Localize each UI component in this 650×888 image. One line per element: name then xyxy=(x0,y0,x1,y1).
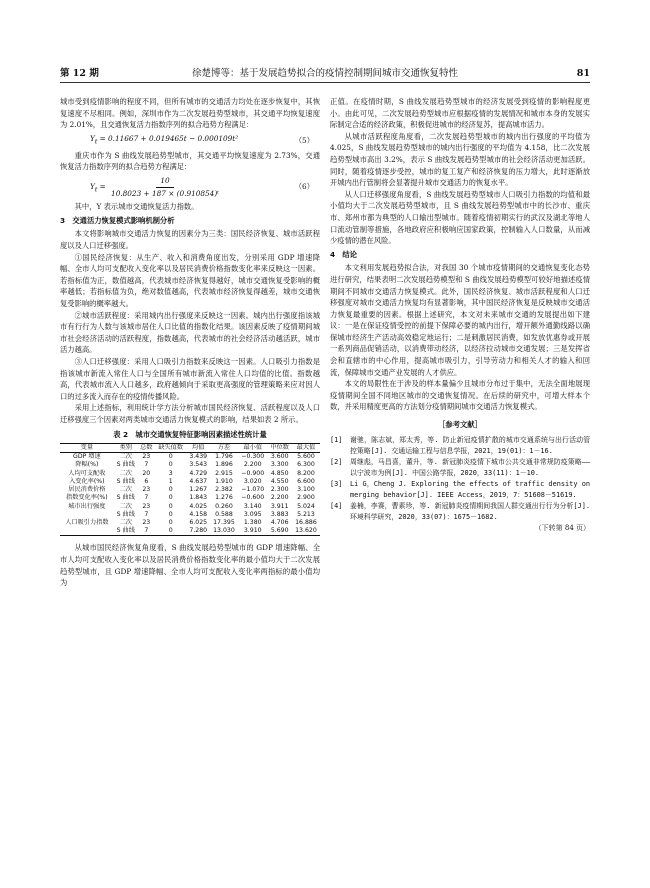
table-header-cell: 均值 xyxy=(192,444,205,452)
table-cell: 3.439 xyxy=(189,453,208,461)
variable-cell: 人均可支配收 xyxy=(68,469,106,477)
table-header-cell: 总数 xyxy=(140,444,153,452)
table-header-row xyxy=(60,444,320,453)
table-cell: 23 xyxy=(142,486,151,494)
variable-cell: 居民消费价格 xyxy=(68,486,106,494)
table-header-cell: 中位数 xyxy=(270,444,289,452)
table-cell: 13.030 xyxy=(213,527,235,535)
table-row xyxy=(60,461,320,469)
table-cell: 4.158 xyxy=(189,510,208,518)
table-cell: 2.915 xyxy=(215,469,233,477)
table-cell: 2.382 xyxy=(215,486,233,494)
table-cell: 0 xyxy=(168,502,173,510)
table-cell: 4.025 xyxy=(189,502,208,510)
left-column xyxy=(60,96,320,589)
table-row xyxy=(60,470,320,478)
running-title: 徐楚博等：基于发展趋势拟合的疫情控制期间城市交通恢复特性 xyxy=(191,68,458,79)
table-cell: 3.911 xyxy=(270,502,289,510)
equation-lhs: Y xyxy=(90,182,95,192)
paragraph: 本文将影响城市交通活力恢复的因素分为三类：国民经济恢复、城市活跃程度以及人口迁移强度。 xyxy=(60,229,320,250)
fraction-denominator: 10.8023 + 187 × (0.910854)ᵗ xyxy=(111,188,219,198)
table-row xyxy=(60,453,320,462)
stats-table xyxy=(60,443,320,536)
table-cell: S 曲线 xyxy=(116,494,135,502)
equation-rhs: = 0.11667 + 0.019465t − 0.000109t² xyxy=(97,133,239,143)
table-cell: 3.543 xyxy=(189,461,208,469)
table-cell: 20 xyxy=(142,469,151,477)
table-cell: S 曲线 xyxy=(116,510,135,518)
paragraph: ①国民经济恢复：从生产、收入和消费角度出发，分别采用 GDP 增速降幅、全市人均可支配收入变化率以及居民消费价格指数变化率来反映这一因素。若指标值为正，数值越高，代表城市经济恢复得越好，城市交通恢复受影响的概率越低；若指标值为负，绝对数值越高，代表城市经济恢复得越差，城市交通恢复受影响的概率越大。 xyxy=(60,252,320,308)
table-cell: 0 xyxy=(168,453,173,461)
variable-cell: GDP 增速 xyxy=(73,453,101,461)
table-cell: 13.620 xyxy=(295,527,317,535)
paragraph: 重庆市作为 S 曲线发展趋势型城市，其交通平均恢复速度为 2.73%，交通恢复活力指数序列的拟合趋势方程满足： xyxy=(60,150,320,172)
table-cell: 2.300 xyxy=(270,486,289,494)
reference-index: [2] xyxy=(330,457,343,466)
table-cell: 二次 xyxy=(119,453,132,461)
table-cell: 0.260 xyxy=(215,502,233,510)
paragraph: 采用上述指标，利用统计学方法分析城市国民经济恢复、活跃程度以及人口迁移强度三个因素对两类城市交通活力恢复模式的影响，结果如表 2 所示。 xyxy=(60,403,320,424)
table-header-cell: 方差 xyxy=(217,444,231,452)
variable-cell: 指数变化率(%) xyxy=(66,494,108,502)
equation-lhs: Y xyxy=(90,133,95,143)
variable-cell: 降幅(%) xyxy=(75,461,99,469)
table-cell: 5.600 xyxy=(297,453,315,461)
reference-text: 周继彪，马昌喜，董升，等. 新冠肺炎疫情下城市公共交通非常规防疫策略——以宁波市为例[J]. 中国公路学报，2020，33(11)：1－10. xyxy=(350,457,590,477)
table-cell: 0 xyxy=(168,510,173,518)
table-row xyxy=(60,478,320,486)
section-heading: 4 结论 xyxy=(330,249,357,259)
table-cell: 二次 xyxy=(119,486,132,494)
table-row xyxy=(60,503,320,511)
table-cell: 4.850 xyxy=(270,469,289,477)
equation-5: $Y_t = 0.11667 + 0.019465t - 0.000109t^2$ （5） xyxy=(90,133,314,146)
continued-note: （下转第 84 页） xyxy=(534,523,590,532)
table-row xyxy=(60,519,320,527)
table-cell: 1.796 xyxy=(215,453,233,461)
reference-text: 姜楠，李赛，曹素珍，等. 新冠肺炎疫情期间我国人群交通出行行为分析[J]. 环境科学研究，2020，33(07)：1675－1682. xyxy=(350,501,590,521)
reference-text: Li G，Cheng J. Exploring the effects of traffic density on merging behavior[J]. IEEE Access，2019，7：51608－51619. xyxy=(350,479,590,499)
table-cell: 3.910 xyxy=(243,527,262,535)
table-cell: 7 xyxy=(144,527,149,535)
table-header-cell: 缺失值数 xyxy=(158,444,184,452)
paragraph: ③人口迁移强度：采用人口吸引力指数来反映这一因素。人口吸引力指数是指该城市新流入常住人口与全国所有城市新流入常住人口均值的比值。指数越高，代表城市流入人口越多，政府越倾向于采取更高强度的管理策略来应对因人口的过多流入而存在的疫情传播风险。 xyxy=(60,356,320,401)
table-header-cell: 类别 xyxy=(119,444,132,452)
reference-item xyxy=(330,501,590,523)
table-cell: 1 xyxy=(168,477,173,485)
table-cell: 二次 xyxy=(119,469,132,477)
table-cell: 5.024 xyxy=(297,502,315,510)
table-cell: 23 xyxy=(142,518,151,526)
table-header-cell: 变量 xyxy=(80,444,94,452)
reference-text: 谢驰，陈志斌，郑太秀，等. 防止新冠疫情扩散的城市交通系统与出行活动管控策略[J]. 交通运输工程与信息学报，2021，19(01)：1－16. xyxy=(350,435,590,455)
table-caption: 表 2 城市交通恢复特征影响因素描述性统计量 xyxy=(113,430,267,440)
table-cell: 0 xyxy=(168,461,173,469)
table-cell: 7 xyxy=(144,461,149,469)
table-cell: 1.843 xyxy=(189,494,208,502)
table-cell: 5.690 xyxy=(270,527,289,535)
variable-cell: 人口吸引力指数 xyxy=(65,518,109,526)
table-cell: S 曲线 xyxy=(116,527,135,535)
table-cell: −0.300 xyxy=(241,453,265,461)
table-cell: 7 xyxy=(144,494,149,502)
running-header xyxy=(60,66,590,83)
table-cell: 6.300 xyxy=(297,461,315,469)
table-cell: S 曲线 xyxy=(116,461,135,469)
table-cell: 1.267 xyxy=(189,486,208,494)
table-cell: 0.588 xyxy=(215,510,233,518)
paragraph: 本文利用发展趋势拟合法，对我国 30 个城市疫情期间的交通恢复变化态势进行研究，结果表明二次发展趋势模型和 S 曲线发展趋势模型可较好地描述疫情期间不同城市交通活力恢复模式。此外，国民经济恢复、城市活跃程度和人口迁移强度对城市交通活力恢复均有显著影响，其中国民经济恢复是反映城市交通活力恢复最重要的因素。根据上述研究，本文对未来城市交通的发展提出如下建议：一是在保证疫情受控的前提下保障必要的城内出行，增开额外通勤线路以确保城市经济生产活动高效稳定地运行；二是刺激居民消费，如发放优惠券或开展一系列商品促销活动，以消费带动经济，以经济拉动城市交通发展；三是发挥省会和直辖市的中心作用，提高城市吸引力，引导劳动力和相关人才的输入和回流，保障城市交通产业发展的人才供应。 xyxy=(330,263,590,377)
table-cell: 3.140 xyxy=(243,502,262,510)
table-cell: 1.910 xyxy=(215,477,233,485)
section-heading: 3 交通活力恢复模式影响机制分析 xyxy=(60,215,175,225)
table-cell: −1.070 xyxy=(241,486,265,494)
table-cell: 7.280 xyxy=(189,527,208,535)
table-cell: 4.637 xyxy=(189,477,208,485)
table-cell: −0.600 xyxy=(241,494,265,502)
table-cell: 4.706 xyxy=(270,518,289,526)
table-header-cell: 最小值 xyxy=(243,444,263,452)
table-cell: 0 xyxy=(168,494,173,502)
equation-number: （5） xyxy=(294,135,314,145)
fraction-numerator: 10 xyxy=(156,175,173,188)
variable-cell xyxy=(60,511,114,519)
reference-item xyxy=(330,435,590,457)
table-cell: 0 xyxy=(168,486,173,494)
table-cell: 0 xyxy=(168,527,173,535)
table-cell: 2.900 xyxy=(297,494,315,502)
table-body xyxy=(60,453,320,536)
table-cell: 2.200 xyxy=(270,494,289,502)
variable-cell xyxy=(60,527,114,536)
page-number: 81 xyxy=(576,68,590,79)
paragraph: 本文的局限性在于涉及的样本量偏少且城市分布过于集中，无法全面地展现疫情期间全国不同地区城市的交通恢复情况。在后续的研究中，可增大样本个数，并采用精度更高的方法划分疫情期间城市交通活力恢复模式。 xyxy=(330,379,590,412)
table-cell: 1.896 xyxy=(215,461,233,469)
table-cell: 6.025 xyxy=(189,518,208,526)
table-cell: 3.600 xyxy=(270,453,289,461)
variable-cell: 入变化率(%) xyxy=(69,477,105,485)
variable-cell: 城市出行强度 xyxy=(68,502,106,510)
equation-fraction xyxy=(111,175,219,199)
reference-index: [4] xyxy=(330,501,343,510)
right-column xyxy=(330,96,590,534)
table-cell: 5.213 xyxy=(297,510,315,518)
reference-item xyxy=(330,479,590,501)
table-cell: 7 xyxy=(144,510,149,518)
table-cell: 3.883 xyxy=(270,510,289,518)
table-cell: 16.886 xyxy=(295,518,317,526)
table-cell: 23 xyxy=(142,502,151,510)
equation-6: $Y_t$ = $\frac{10}{\text{10.8023 + 187 × (0.910854)ᵗ}}$ （6） xyxy=(90,176,314,198)
paragraph: ②城市活跃程度：采用城内出行强度来反映这一因素。城内出行强度指该城市有行行为人数与该城市居住人口比值的指数化结果。该因素反映了疫情期间城市社会经济活动的活跃程度，指数越高，代表城市的社会经济活动越活跃，城市活力越高。 xyxy=(60,310,320,355)
table-cell: 4.550 xyxy=(270,477,289,485)
table-cell: 3.300 xyxy=(270,461,289,469)
table-cell: 二次 xyxy=(119,518,132,526)
paragraph: 从城市国民经济恢复角度看，S 曲线发展趋势型城市的 GDP 增速降幅、全市人均可支配收入变化率以及居民消费价格指数变化率的最小值均大于二次发展趋势型城市，且 GDP 增速降幅、全市人均可支配收入变化率两指标的最小值均为 xyxy=(60,543,320,588)
paragraph: 城市受到疫情影响的程度不同，但所有城市的交通活力均处在逐步恢复中，其恢复速度不尽相同。例如，深圳市作为二次发展趋势型城市，其交通平均恢复速度为 2.01%，且交通恢复活力指数序列的拟合趋势方程满足： xyxy=(60,97,320,130)
table-row xyxy=(60,511,320,519)
table-cell: 8.200 xyxy=(297,469,315,477)
reference-item xyxy=(330,457,590,479)
table-cell: −0.900 xyxy=(241,469,265,477)
reference-index: [3] xyxy=(330,479,343,488)
table-header-cell: 最大值 xyxy=(296,444,316,452)
table-cell: 2.200 xyxy=(243,461,262,469)
issue-number: 第 12 期 xyxy=(60,68,99,79)
table-cell: 4.729 xyxy=(189,469,208,477)
paragraph: 其中，Y 表示城市交通恢复活力指数。 xyxy=(74,202,199,212)
table-cell: 17.395 xyxy=(213,518,235,526)
equation-number: （6） xyxy=(294,182,314,192)
table-cell: 6 xyxy=(144,477,149,485)
references-heading: ［参考文献］ xyxy=(438,420,482,430)
table-cell: 1.276 xyxy=(215,494,233,502)
paragraph: 从城市活跃程度角度看，二次发展趋势型城市的城内出行强度的平均值为 4.025，S 曲线发展趋势型城市的城内出行强度的平均值为 4.158，比二次发展趋势型城市高出 3.2%，表示 S 曲线发展趋势型城市的社会经济活动更加活跃。同时，随着疫情逐步受控，城市的复工复产和经济恢复的压力增大，此时逐渐放开城内出行管制将会显著提升城市交通活力的恢复水平。 xyxy=(330,131,590,188)
table-cell: 3 xyxy=(168,469,173,477)
paragraph: 从人口迁移强度角度看，S 曲线发展趋势型城市人口吸引力指数的均值和最小值均大于二次发展趋势型城市，且 S 曲线发展趋势型城市中的长沙市、重庆市、郑州市都为典型的人口输出型城市。随着疫情初期实行的武汉及湖北等地人口流动管制等措施，各地政府应积极响应国家政策，控制输入人口数量，从而减少疫情的潜在风险。 xyxy=(330,189,590,246)
paragraph: 正值。在疫情时期，S 曲线发展趋势型城市的经济发展受到疫情的影响程度更小。由此可见，二次发展趋势型城市应根据疫情的发展情况和城市本身的发展实际制定合适的经济政策，积极促进城市的经济复苏，提高城市活力。 xyxy=(330,97,590,130)
table-row xyxy=(60,494,320,502)
table-cell: 1.380 xyxy=(243,518,262,526)
table-row xyxy=(60,527,320,536)
table-cell: 3.100 xyxy=(297,486,315,494)
table-cell: 二次 xyxy=(119,502,132,510)
table-cell: 0 xyxy=(168,518,173,526)
reference-index: [1] xyxy=(330,435,343,444)
table-cell: S 曲线 xyxy=(116,477,135,485)
table-cell: 23 xyxy=(142,453,151,461)
table-cell: 3.095 xyxy=(243,510,262,518)
table-cell: 6.600 xyxy=(297,477,315,485)
references-list xyxy=(330,435,590,523)
table-cell: 3.020 xyxy=(243,477,262,485)
